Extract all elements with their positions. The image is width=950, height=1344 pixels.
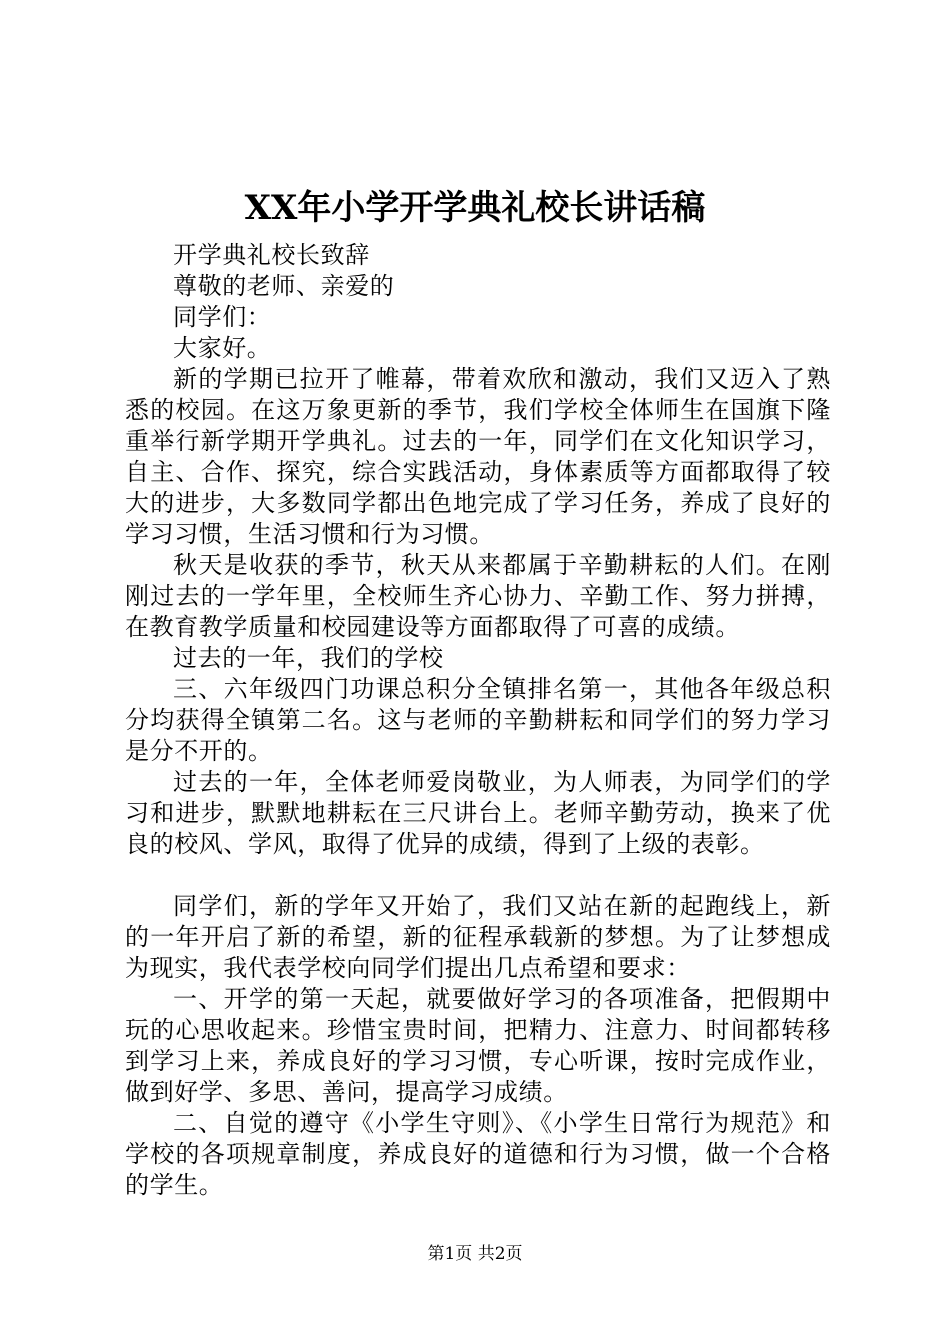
paragraph-new-school-year: 同学们，新的学年又开始了，我们又站在新的起跑线上，新的一年开启了新的希望，新的征程承载新的梦想。为了让梦想成为现实，我代表学校向同学们提出几点希望和要求： [125,892,831,982]
paragraph-requirement-1: 一、开学的第一天起，就要做好学习的各项准备，把假期中玩的心思收起来。珍惜宝贵时间，把精力、注意力、时间都转移到学习上来，养成良好的学习习惯，专心听课，按时完成作业，做到好学、多思、善问，提高学习成绩。 [125,985,831,1106]
salutation-line-1: 尊敬的老师、亲爱的 [173,272,395,300]
page-number-footer: 第1页 共2页 [427,1244,523,1264]
paragraph-grade-ranking: 三、六年级四门功课总积分全镇排名第一，其他各年级总积分均获得全镇第二名。这与老师的辛勤耕耘和同学们的努力学习是分不开的。 [125,675,831,765]
greeting-heading: 开学典礼校长致辞 [173,241,370,269]
paragraph-autumn-harvest: 秋天是收获的季节，秋天从来都属于辛勤耕耘的人们。在刚刚过去的一学年里，全校师生齐心协力、辛勤工作、努力拼搏，在教育教学质量和校园建设等方面都取得了可喜的成绩。 [125,551,831,641]
document-body [125,240,831,1201]
paragraph-new-semester: 新的学期已拉开了帷幕，带着欢欣和激动，我们又迈入了熟悉的校园。在这万象更新的季节，我们学校全体师生在国旗下隆重举行新学期开学典礼。过去的一年，同学们在文化知识学习，自主、合作、探究，综合实践活动，身体素质等方面都取得了较大的进步，大多数同学都出色地完成了学习任务，养成了良好的学习习惯，生活习惯和行为习惯。 [125,365,831,548]
document-title: XX年小学开学典礼校长讲话稿 [244,188,706,228]
greeting-line: 大家好。 [173,334,272,362]
paragraph-teachers: 过去的一年，全体老师爱岗敬业，为人师表，为同学们的学习和进步，默默地耕耘在三尺讲台上。老师辛勤劳动，换来了优良的校风、学风，取得了优异的成绩，得到了上级的表彰。 [125,768,831,858]
paragraph-spacer [125,860,831,891]
salutation-line-2: 同学们： [173,303,272,331]
paragraph-requirement-2: 二、自觉的遵守《小学生守则》、《小学生日常行为规范》和学校的各项规章制度，养成良好的道德和行为习惯，做一个合格的学生。 [125,1109,831,1199]
paragraph-past-year-school: 过去的一年，我们的学校 [173,644,444,672]
